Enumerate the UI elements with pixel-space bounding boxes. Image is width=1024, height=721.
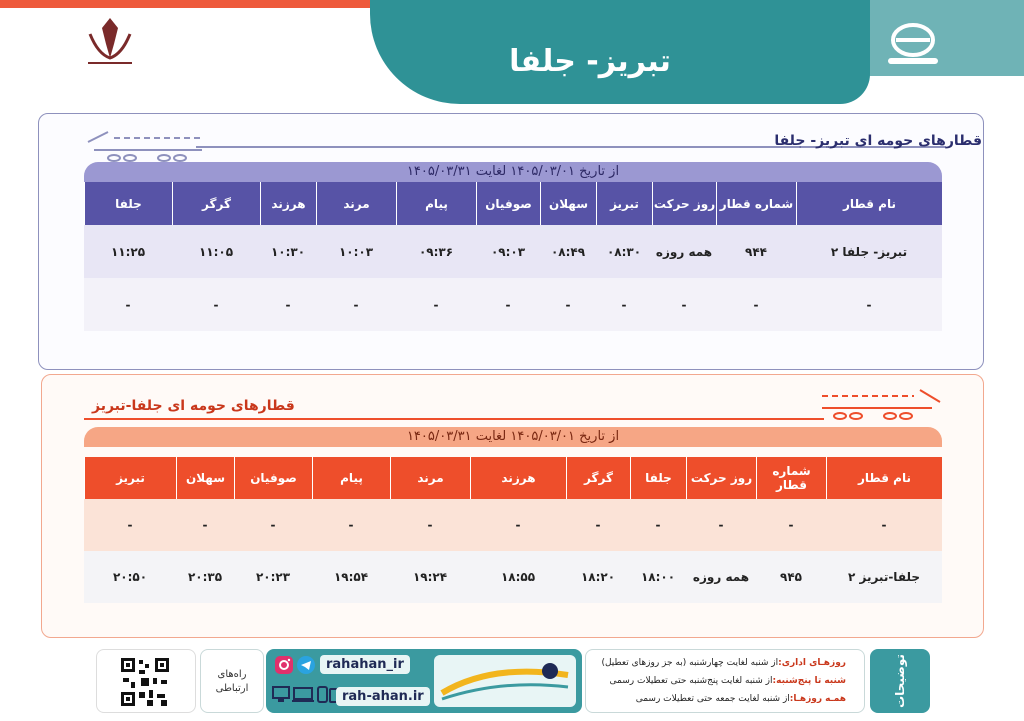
column-header: شماره قطار [716,182,796,225]
column-header: سهلان [540,182,596,225]
table-cell: - [652,278,716,331]
column-header: روز حرکت [686,457,756,499]
column-header: گرگر [172,182,260,225]
table-cell: - [84,278,172,331]
column-header: جلفا [630,457,686,499]
column-header: گرگر [566,457,630,499]
note-line [601,658,846,668]
table-cell: ۲۰:۵۰ [84,551,176,603]
table-cell: - [476,278,540,331]
table-cell: ۱۱:۰۵ [172,225,260,278]
railway-company-logo [882,22,944,68]
contact-label: راه‌های ارتباطی [200,649,264,713]
table-row [84,278,942,331]
table-cell: ۱۸:۰۰ [630,551,686,603]
note-text: از شنبه لغایت پنج‌شنبه حتی تعطیلات رسمی [609,676,773,686]
table-cell: - [540,278,596,331]
column-header: پیام [396,182,476,225]
table-cell: جلفا-تبریز ۲ [826,551,942,603]
table-cell: - [566,499,630,551]
table-cell: - [716,278,796,331]
table-cell: - [176,499,234,551]
table-cell: ۲۰:۳۵ [176,551,234,603]
table-cell: - [234,499,312,551]
table-cell: - [84,499,176,551]
table-cell: ۱۸:۵۵ [470,551,566,603]
table-cell: تبریز- جلفا ۲ [796,225,942,278]
table-row [84,499,942,551]
train-outline-icon [84,128,204,164]
table-header-row [84,457,942,499]
table-cell: ۲۰:۲۳ [234,551,312,603]
qr-code-box[interactable] [96,649,196,713]
column-header: مرند [390,457,470,499]
section-heading: قطارهای حومه ای تبریز- جلفا [774,133,982,149]
table-cell: ۰۹:۰۳ [476,225,540,278]
column-header: هرزند [260,182,316,225]
notes-title-tab [870,649,930,713]
table-cell: ۱۹:۲۴ [390,551,470,603]
portal-logo [432,653,578,709]
table-cell: - [596,278,652,331]
table-row [84,225,942,278]
notes-title: توضیحات [893,654,907,708]
column-header: سهلان [176,457,234,499]
column-header: تبریز [84,457,176,499]
note-key: شنبه تا پنج‌شنبه: [772,676,846,686]
contact-links-panel [266,649,582,713]
table-cell: ۹۴۵ [756,551,826,603]
table-row [84,551,942,603]
column-header: پیام [312,457,390,499]
table-cell: ۱۹:۵۴ [312,551,390,603]
page-title: تبریز- جلفا [509,44,671,79]
table-cell: - [756,499,826,551]
date-range-bar: از تاریخ ۱۴۰۵/۰۳/۰۱ لغایت ۱۴۰۵/۰۳/۳۱ [84,427,942,447]
column-header: تبریز [596,182,652,225]
qr-code-icon [121,658,169,706]
column-header: جلفا [84,182,172,225]
column-header: روز حرکت [652,182,716,225]
heading-underline [84,418,824,420]
table-cell: - [172,278,260,331]
column-header: صوفیان [476,182,540,225]
table-header-row [84,182,942,225]
table-cell: ۱۸:۲۰ [566,551,630,603]
schedule-table [84,182,942,331]
website-link[interactable]: rah-ahan.ir [336,687,430,706]
table-cell: - [260,278,316,331]
train-outline-icon [820,384,944,422]
table-cell: - [312,499,390,551]
table-cell: ۱۰:۳۰ [260,225,316,278]
table-cell: ۰۸:۳۰ [596,225,652,278]
column-header: نام قطار [796,182,942,225]
table-cell: ۰۹:۳۶ [396,225,476,278]
social-handle-link[interactable]: rahahan_ir [320,655,410,674]
note-line [636,694,846,704]
note-key: همـه روزهـا: [789,694,846,704]
column-header: مرند [316,182,396,225]
table-cell: همه روزه [652,225,716,278]
table-cell: - [630,499,686,551]
instagram-icon[interactable] [274,655,294,675]
table-cell: ۹۴۴ [716,225,796,278]
note-line [610,676,846,686]
table-cell: - [686,499,756,551]
telegram-icon[interactable] [296,655,316,675]
column-header: صوفیان [234,457,312,499]
table-cell: - [826,499,942,551]
section-heading: قطارهای حومه ای جلفا-تبریز [92,398,295,414]
table-cell: - [796,278,942,331]
table-cell: ۱۰:۰۳ [316,225,396,278]
table-cell: - [396,278,476,331]
table-cell: - [316,278,396,331]
schedule-table [84,457,942,603]
note-text: از شنبه لغایت چهارشنبه (به جز روزهای تعطیل) [601,658,779,668]
table-cell: همه روزه [686,551,756,603]
table-cell: - [470,499,566,551]
date-range-bar: از تاریخ ۱۴۰۵/۰۳/۰۱ لغایت ۱۴۰۵/۰۳/۳۱ [84,162,942,182]
note-text: از شنبه لغایت جمعه حتی تعطیلات رسمی [635,694,790,704]
notes-panel [585,649,865,713]
column-header: شماره قطار [756,457,826,499]
note-key: روزهـای اداری: [778,658,846,668]
table-cell: ۰۸:۴۹ [540,225,596,278]
column-header: هرزند [470,457,566,499]
devices-icon [272,685,342,705]
table-cell: ۱۱:۲۵ [84,225,172,278]
table-cell: - [390,499,470,551]
railway-emblem-logo [80,14,140,70]
column-header: نام قطار [826,457,942,499]
